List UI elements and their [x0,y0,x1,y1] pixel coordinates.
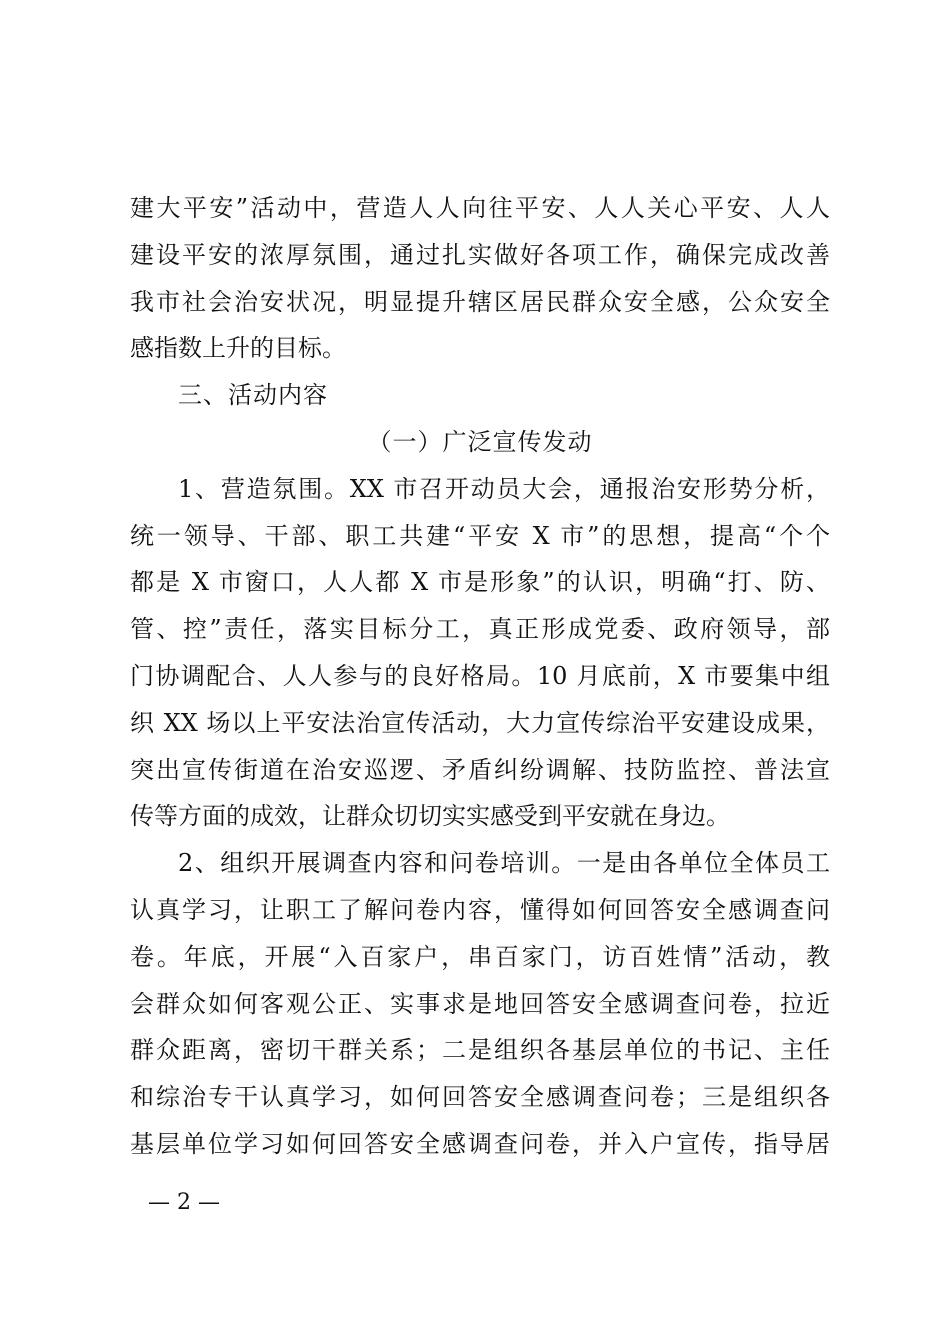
section-heading: 三、活动内容 [178,381,328,410]
text-line: 建大平安”活动中，营造人人向往平安、人人关心平安、人人 [130,194,830,222]
page-number: — 2 — [148,1190,220,1215]
text-line: 基层单位学习如何回答安全感调查问卷，并入户宣传，指导居 [130,1129,830,1158]
text-line: 群众距离，密切干群关系；二是组织各基层单位的书记、主任 [130,1036,830,1065]
text-line: 认真学习，让职工了解问卷内容，懂得如何回答安全感调查问 [130,895,830,924]
paragraph-2 [130,840,830,1168]
text-line: 突出宣传街道在治安巡逻、矛盾纠纷调解、技防监控、普法宣 [130,755,830,784]
text-line: 会群众如何客观公正、实事求是地回答安全感调查问卷，拉近 [130,989,830,1018]
text-line: 建设平安的浓厚氛围，通过扎实做好各项工作，确保完成改善 [130,240,830,269]
text-line: 传等方面的成效，让群众切切实实感受到平安就在身边。 [130,802,730,831]
text-line: 和综治专干认真学习，如何回答安全感调查问卷；三是组织各 [130,1083,830,1112]
intro-paragraph [130,185,830,372]
text-line: 统一领导、干部、职工共建“平安 X 市”的思想，提高“个个 [130,521,830,550]
text-line: 门协调配合、人人参与的良好格局。10 月底前，X 市要集中组 [130,661,830,690]
text-line: 都是 X 市窗口，人人都 X 市是形象”的认识，明确“打、防、 [130,568,830,597]
text-line: 管、控”责任，落实目标分工，真正形成党委、政府领导，部 [130,615,830,644]
text-line: 织 XX 场以上平安法治宣传活动，大力宣传综治平安建设成果， [130,708,830,737]
text-line: 卷。年底，开展“入百家户，串百家门，访百姓情”活动，教 [130,942,830,971]
subsection-heading: （一）广泛宣传发动 [367,427,593,456]
text-line: 1、营造氛围。XX 市召开动员大会，通报治安形势分析， [178,474,830,503]
document-body [130,185,830,1168]
text-line: 我市社会治安状况，明显提升辖区居民群众安全感，公众安全 [130,287,830,316]
text-line: 感指数上升的目标。 [130,334,346,363]
text-line: 2、组织开展调查内容和问卷培训。一是由各单位全体员工 [178,849,830,878]
paragraph-1 [130,466,830,840]
